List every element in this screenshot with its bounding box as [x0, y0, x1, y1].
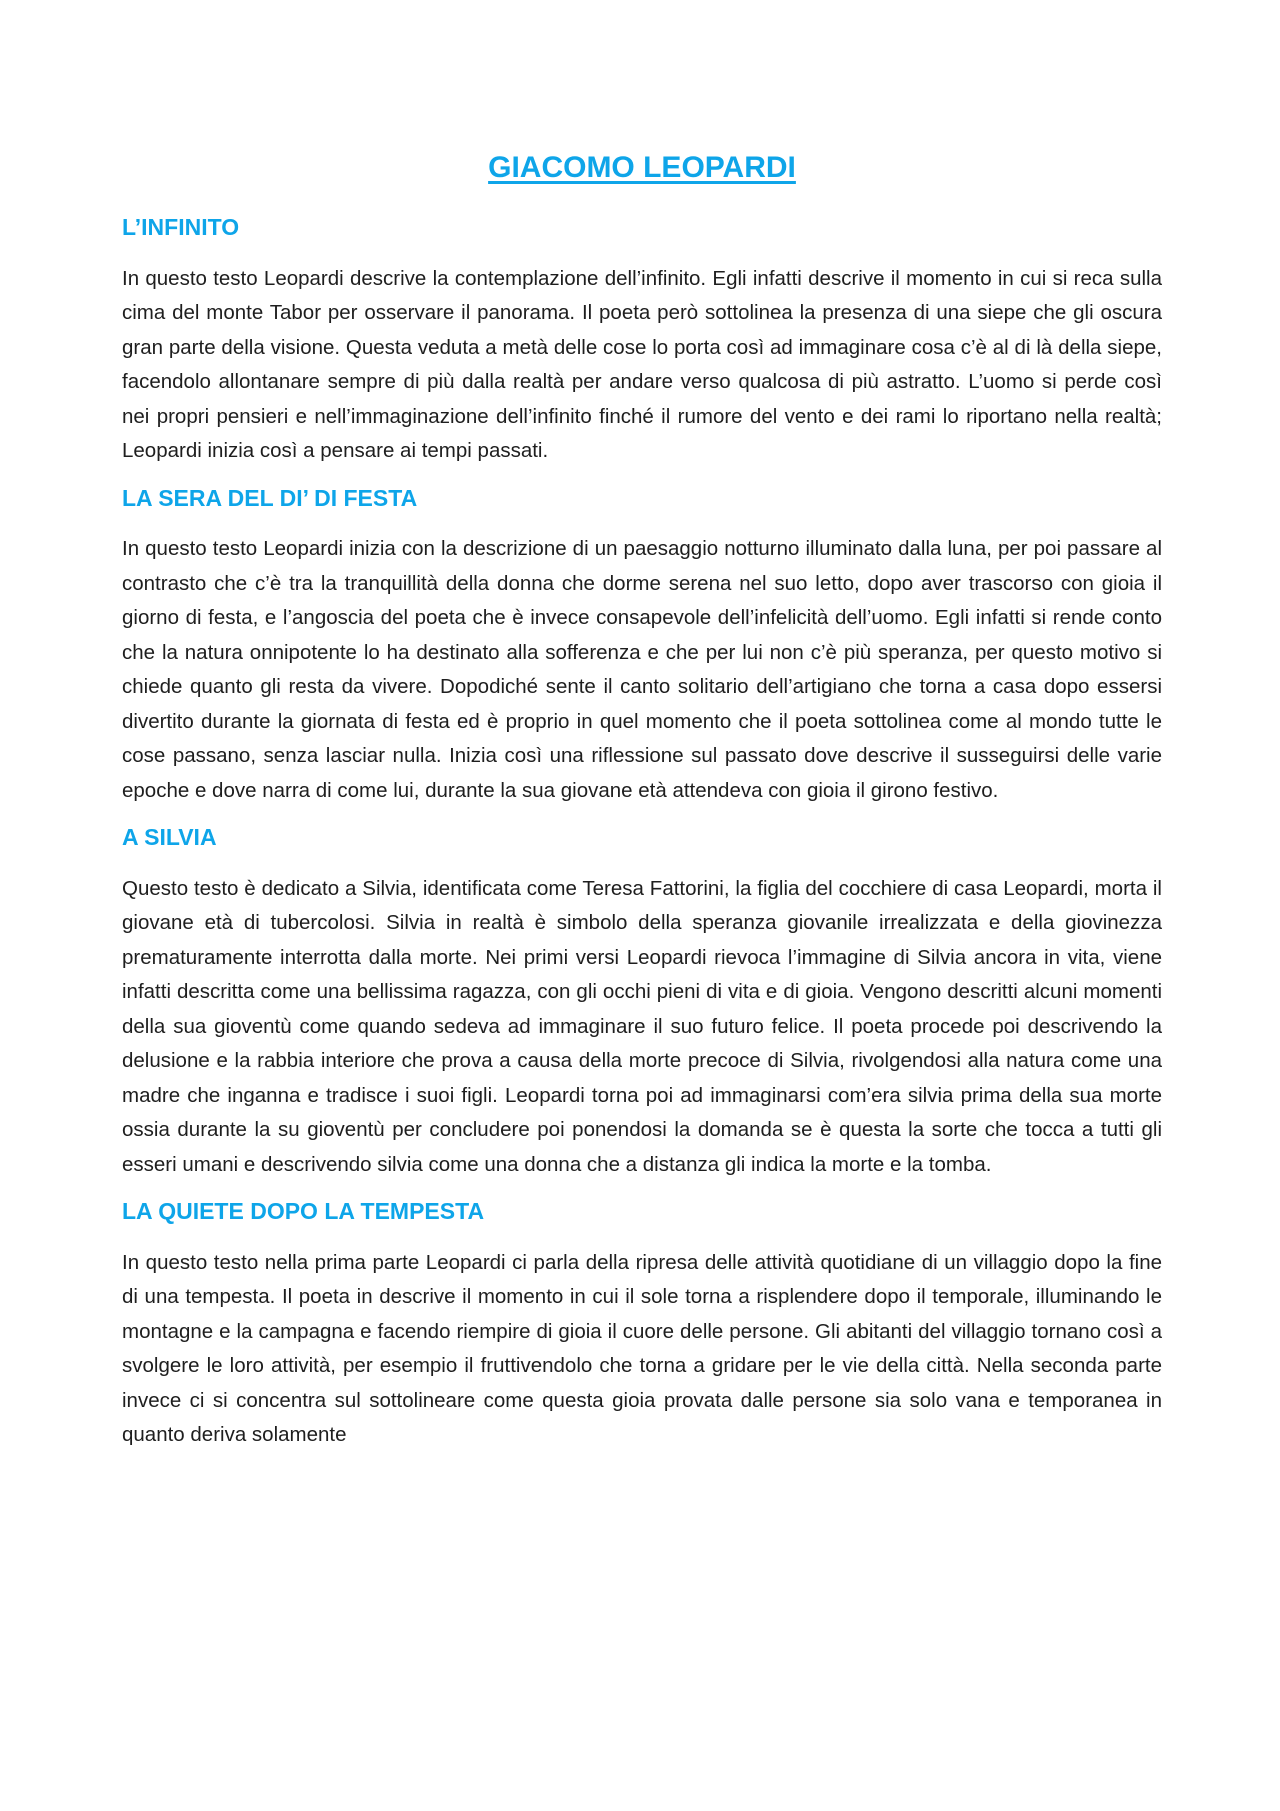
section-sera-di-festa: [122, 485, 1162, 809]
section-quiete-dopo-tempesta: [122, 1198, 1162, 1453]
section-paragraph: Questo testo è dedicato a Silvia, identificata come Teresa Fattorini, la figlia del cocchiere di casa Leopardi, morta il giovane età di tubercolosi. Silvia in realtà è simbolo della speranza giovanile irrealizzata e della giovinezza prematuramente interrotta dalla morte. Nei primi versi Leopardi rievoca l’immagine di Silvia ancora in vita, viene infatti descritta come una bellissima ragazza, con gli occhi pieni di vita e di gioia. Vengono descritti alcuni momenti della sua gioventù come quando sedeva ad immaginare il suo futuro felice. Il poeta procede poi descrivendo la delusione e la rabbia interiore che prova a causa della morte precoce di Silvia, rivolgendosi alla natura come una madre che inganna e tradisce i suoi figli. Leopardi torna poi ad immaginarsi com’era silvia prima della sua morte ossia durante la su gioventù per concludere poi ponendosi la domanda se è questa la sorte che tocca a tutti gli esseri umani e descrivendo silvia come una donna che a distanza gli indica la morte e la tomba.: [122, 876, 1162, 1176]
section-paragraph: In questo testo nella prima parte Leopardi ci parla della ripresa delle attività quotidiane di un villaggio dopo la fine di una tempesta. Il poeta in descrive il momento in cui il sole torna a risplendere dopo il temporale, illuminando le montagne e la campagna e facendo riempire di gioia il cuore delle persone. Gli abitanti del villaggio tornano così a svolgere le loro attività, per esempio il fruttivendolo che torna a gridare per le vie della città. Nella seconda parte invece ci si concentra sul sottolineare come questa gioia provata dalle persone sia solo vana e temporanea in quanto deriva solamente: [122, 1250, 1162, 1447]
section-heading: LA QUIETE DOPO LA TEMPESTA: [122, 1198, 485, 1225]
section-paragraph: In questo testo Leopardi descrive la contemplazione dell’infinito. Egli infatti descrive il momento in cui si reca sulla cima del monte Tabor per osservare il panorama. Il poeta però sottolinea la presenza di una siepe che gli oscura gran parte della visione. Questa veduta a metà delle cose lo porta così ad immaginare cosa c’è al di là della siepe, facendolo allontanare sempre di più dalla realtà per andare verso qualcosa di più astratto. L’uomo si perde così nei propri pensieri e nell’immaginazione dell’infinito finché il rumore del vento e dei rami lo riportano nella realtà; Leopardi inizia così a pensare ai tempi passati.: [122, 266, 1162, 463]
section-heading: L’INFINITO: [122, 214, 240, 240]
section-paragraph: In questo testo Leopardi inizia con la descrizione di un paesaggio notturno illuminato dalla luna, per poi passare al contrasto che c’è tra la tranquillità della donna che dorme serena nel suo letto, dopo aver trascorso con gioia il giorno di festa, e l’angoscia del poeta che è invece consapevole dell’infelicità dell’uomo. Egli infatti si rende conto che la natura onnipotente lo ha destinato alla sofferenza e che per lui non c’è più speranza, per questo motivo si chiede quanto gli resta da vivere. Dopodiché sente il canto solitario dell’artigiano che torna a casa dopo essersi divertito durante la giornata di festa ed è proprio in quel momento che il poeta sottolinea come al mondo tutte le cose passano, senza lasciar nulla. Inizia così una riflessione sul passato dove descrive il susseguirsi delle varie epoche e dove narra di come lui, durante la sua giovane età attendeva con gioia il girono festivo.: [122, 537, 1162, 802]
section-heading: A SILVIA: [122, 824, 217, 851]
document-page: [122, 150, 1162, 1469]
section-infinito: [122, 214, 1162, 469]
section-a-silvia: [122, 824, 1162, 1182]
section-heading: LA SERA DEL DI’ DI FESTA: [122, 484, 418, 511]
document-title: GIACOMO LEOPARDI: [488, 151, 796, 184]
